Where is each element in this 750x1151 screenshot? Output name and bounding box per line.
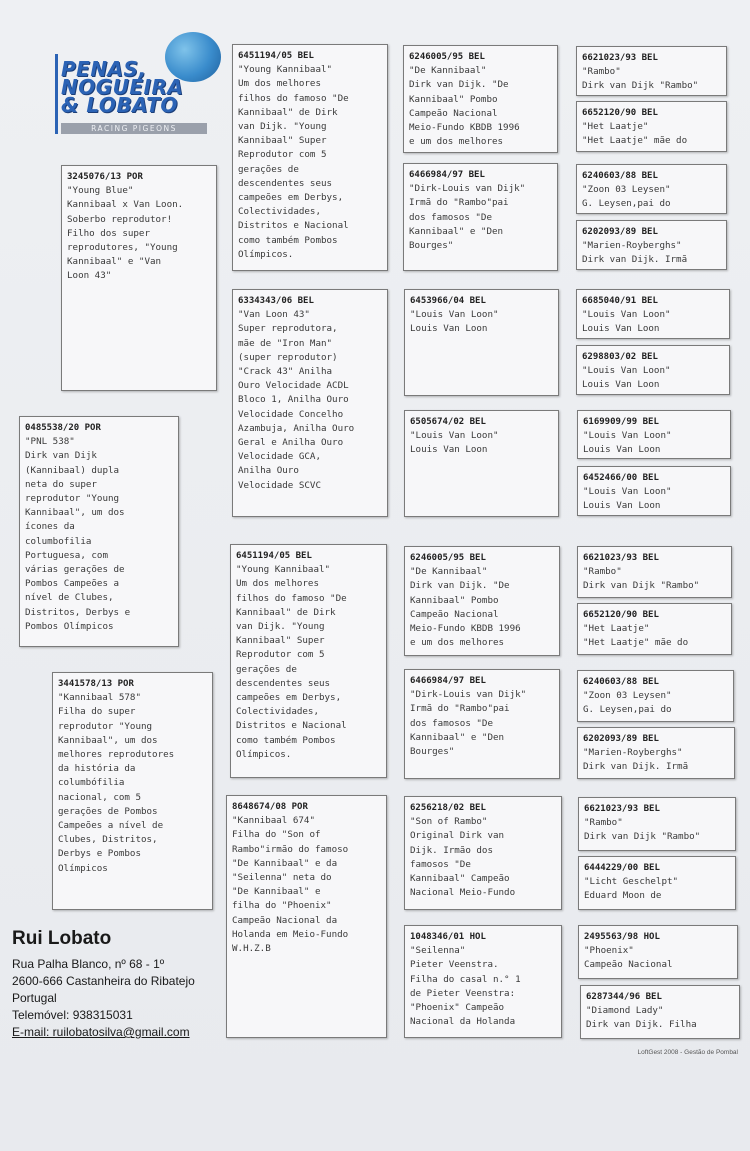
pedigree-sire bbox=[61, 165, 217, 391]
pigeon-description: "Louis Van Loon" Louis Van Loon bbox=[410, 309, 499, 335]
pigeon-description: "Louis Van Loon" Louis Van Loon bbox=[582, 309, 671, 335]
ring-number: 6240603/88 BEL bbox=[582, 171, 658, 181]
pigeon-description: "Young Kannibaal" Um dos melhores filhos do famoso "De Kannibaal" de Dirk van Dijk. "Young Kannibaal" Super Reprodutor com 5 gerações de descendentes seus campeões em Derbys, Colectividades, Distritos e Nacional como também Pombos Olímpicos. bbox=[238, 64, 349, 260]
logo-accent-bar bbox=[55, 54, 58, 134]
ring-number: 6621023/93 BEL bbox=[582, 53, 658, 63]
ring-number: 2495563/98 HOL bbox=[584, 932, 660, 942]
logo-line-2: NOGUEIRA bbox=[61, 75, 184, 99]
ring-number: 8648674/08 POR bbox=[232, 802, 308, 812]
ring-number: 6505674/02 BEL bbox=[410, 417, 486, 427]
pigeon-description: "Son of Rambo" Original Dirk van Dijk. Irmão dos famosos "De Kannibaal" Campeão Nacional Meio-Fundo bbox=[410, 816, 516, 899]
ring-number: 6466984/97 BEL bbox=[409, 170, 485, 180]
pigeon-description: "Het Laatje" "Het Laatje" mãe do bbox=[583, 623, 689, 649]
pigeon-description: "Kannibaal 578" Filha do super reprodutor "Young Kannibaal", um dos melhores reprodutores da história da columbófilia nacional, com 5 gerações de Pombos Campeões a nível de Clubes, Distritos, Derbys e Pombos Olímpicos bbox=[58, 692, 175, 874]
pedigree-sd-dam bbox=[404, 410, 559, 517]
ring-number: 6287344/96 BEL bbox=[586, 992, 662, 1002]
pedigree-gen4-05 bbox=[576, 289, 730, 339]
logo-line-1: PENAS, bbox=[61, 57, 147, 81]
pedigree-gen4-16 bbox=[580, 985, 740, 1039]
pigeon-description: "Rambo" Dirk van Dijk "Rambo" bbox=[582, 66, 699, 92]
pigeon-description: "Louis Van Loon" Louis Van Loon bbox=[582, 365, 671, 391]
pigeon-description: "Louis Van Loon" Louis Van Loon bbox=[583, 486, 672, 512]
pigeon-description: "Phoenix" Campeão Nacional bbox=[584, 945, 673, 971]
logo-subtitle: RACING PIGEONS bbox=[61, 123, 207, 134]
pedigree-gen4-14 bbox=[578, 856, 736, 910]
pigeon-description: "Van Loon 43" Super reprodutora, mãe de "Iron Man" (super reprodutor) "Crack 43" Anilha Ouro Velocidade ACDL Bloco 1, Anilha Ouro Velocidade Concelho Azambuja, Anilha Ouro Geral e Anilha Ouro Velocidade GCA, Anilha Ouro Velocidade SCVC bbox=[238, 309, 355, 491]
ring-number: 6444229/00 BEL bbox=[584, 863, 660, 873]
ring-number: 6334343/06 BEL bbox=[238, 296, 314, 306]
pedigree-ds-dam bbox=[404, 669, 560, 779]
ring-number: 6451194/05 BEL bbox=[236, 551, 312, 561]
pedigree-ss-sire bbox=[403, 45, 558, 153]
pedigree-gen4-08 bbox=[577, 466, 731, 516]
software-footer: LoftGest 2008 - Gestão de Pombal bbox=[637, 1049, 738, 1056]
pigeon-description: "Dirk-Louis van Dijk" Irmã do "Rambo"pai dos famosos "De Kannibaal" e "Den Bourges" bbox=[409, 183, 526, 252]
pedigree-sd-sire bbox=[404, 289, 559, 396]
pedigree-gen4-04 bbox=[576, 220, 727, 270]
ring-number: 6246005/95 BEL bbox=[409, 52, 485, 62]
breeder-phone: Telemóvel: 938315031 bbox=[12, 1008, 133, 1022]
ring-number: 6621023/93 BEL bbox=[584, 804, 660, 814]
ring-number: 6451194/05 BEL bbox=[238, 51, 314, 61]
pedigree-ss-dam bbox=[403, 163, 558, 271]
pedigree-dd-dam bbox=[404, 925, 562, 1038]
pigeon-description: "Young Kannibaal" Um dos melhores filhos do famoso "De Kannibaal" de Dirk van Dijk. "Young Kannibaal" Super Reprodutor com 5 gerações de descendentes seus campeões em Derbys, Colectividades, Distritos e Nacional como também Pombos Olímpicos. bbox=[236, 564, 347, 760]
breeder-city: 2600-666 Castanheira do Ribatejo bbox=[12, 974, 195, 988]
pedigree-dd-sire bbox=[404, 796, 562, 910]
pedigree-dam-dam bbox=[226, 795, 387, 1038]
ring-number: 6652120/90 BEL bbox=[583, 610, 659, 620]
ring-number: 6298803/02 BEL bbox=[582, 352, 658, 362]
pigeon-description: "Kannibaal 674" Filha do "Son of Rambo"irmão do famoso "De Kannibaal" e da "Seilenna" neta do "De Kannibaal" e filha do "Phoenix" Campeão Nacional da Holanda em Meio-Fundo W.H.Z.B bbox=[232, 815, 349, 955]
pigeon-description: "Seilenna" Pieter Veenstra. Filha do casal n.° 1 de Pieter Veenstra: "Phoenix" Campeão Nacional da Holanda bbox=[410, 945, 521, 1028]
ring-number: 6452466/00 BEL bbox=[583, 473, 659, 483]
ring-number: 6256218/02 BEL bbox=[410, 803, 486, 813]
ring-number: 6169909/99 BEL bbox=[583, 417, 659, 427]
pedigree-dam bbox=[52, 672, 213, 910]
pedigree-gen4-02 bbox=[576, 101, 727, 152]
pedigree-sire-dam bbox=[232, 289, 388, 517]
pigeon-description: "PNL 538" Dirk van Dijk (Kannibaal) dupla neta do super reprodutor "Young Kannibaal", um dos ícones da columbofilia Portuguesa, com várias gerações de Pombos Campeões a nível de Clubes, Distritos, Derbys e Pombos Olímpicos bbox=[25, 436, 131, 632]
pigeon-description: "Dirk-Louis van Dijk" Irmã do "Rambo"pai dos famosos "De Kannibaal" e "Den Bourges" bbox=[410, 689, 527, 758]
breeder-name: Rui Lobato bbox=[12, 928, 112, 949]
ring-number: 6202093/89 BEL bbox=[582, 227, 658, 237]
ring-number: 6685040/91 BEL bbox=[582, 296, 658, 306]
pigeon-description: "De Kannibaal" Dirk van Dijk. "De Kannibaal" Pombo Campeão Nacional Meio-Fundo KBDB 1996 e um dos melhores bbox=[409, 65, 520, 148]
ring-number: 0485538/20 POR bbox=[25, 423, 101, 433]
pedigree-gen4-13 bbox=[578, 797, 736, 851]
pedigree-gen4-03 bbox=[576, 164, 727, 214]
pigeon-description: "Louis Van Loon" Louis Van Loon bbox=[410, 430, 499, 456]
logo-title bbox=[61, 57, 184, 117]
pedigree-subject bbox=[19, 416, 179, 647]
ring-number: 6246005/95 BEL bbox=[410, 553, 486, 563]
ring-number: 6621023/93 BEL bbox=[583, 553, 659, 563]
pedigree-gen4-09 bbox=[577, 546, 732, 598]
pedigree-gen4-07 bbox=[577, 410, 731, 459]
pedigree-gen4-06 bbox=[576, 345, 730, 395]
ring-number: 3245076/13 POR bbox=[67, 172, 143, 182]
pigeon-description: "De Kannibaal" Dirk van Dijk. "De Kannibaal" Pombo Campeão Nacional Meio-Fundo KBDB 1996 e um dos melhores bbox=[410, 566, 521, 649]
pigeon-description: "Rambo" Dirk van Dijk "Rambo" bbox=[584, 817, 701, 843]
pigeon-description: "Zoon 03 Leysen" G. Leysen,pai do bbox=[583, 690, 672, 716]
ring-number: 6652120/90 BEL bbox=[582, 108, 658, 118]
pigeon-description: "Het Laatje" "Het Laatje" mãe do bbox=[582, 121, 688, 147]
ring-number: 6453966/04 BEL bbox=[410, 296, 486, 306]
pigeon-description: "Zoon 03 Leysen" G. Leysen,pai do bbox=[582, 184, 671, 210]
pigeon-description: "Marien-Royberghs" Dirk van Dijk. Irmã bbox=[583, 747, 689, 773]
pigeon-description: "Marien-Royberghs" Dirk van Dijk. Irmã bbox=[582, 240, 688, 266]
logo-line-3: & LOBATO bbox=[61, 93, 178, 117]
ring-number: 6466984/97 BEL bbox=[410, 676, 486, 686]
pedigree-gen4-10 bbox=[577, 603, 732, 655]
breeder-email-link[interactable]: E-mail: ruilobatosilva@gmail.com bbox=[12, 1025, 190, 1039]
ring-number: 1048346/01 HOL bbox=[410, 932, 486, 942]
pedigree-sire-sire bbox=[232, 44, 388, 271]
pigeon-description: "Rambo" Dirk van Dijk "Rambo" bbox=[583, 566, 700, 592]
pigeon-description: "Louis Van Loon" Louis Van Loon bbox=[583, 430, 672, 456]
pigeon-description: "Young Blue" Kannibaal x Van Loon. Soberbo reprodutor! Filho dos super reprodutores, "Young Kannibaal" e "Van Loon 43" bbox=[67, 185, 184, 282]
pedigree-ds-sire bbox=[404, 546, 560, 656]
pedigree-gen4-11 bbox=[577, 670, 734, 722]
kennel-logo bbox=[55, 32, 225, 142]
breeder-country: Portugal bbox=[12, 991, 57, 1005]
pedigree-gen4-12 bbox=[577, 727, 735, 779]
breeder-address: Rua Palha Blanco, nº 68 - 1º bbox=[12, 957, 165, 971]
breeder-contact bbox=[12, 928, 222, 1041]
pedigree-gen4-15 bbox=[578, 925, 738, 979]
pigeon-description: "Diamond Lady" Dirk van Dijk. Filha bbox=[586, 1005, 697, 1031]
pedigree-gen4-01 bbox=[576, 46, 727, 96]
ring-number: 6240603/88 BEL bbox=[583, 677, 659, 687]
pigeon-description: "Licht Geschelpt" Eduard Moon de bbox=[584, 876, 679, 902]
pedigree-dam-sire bbox=[230, 544, 387, 778]
ring-number: 3441578/13 POR bbox=[58, 679, 134, 689]
ring-number: 6202093/89 BEL bbox=[583, 734, 659, 744]
